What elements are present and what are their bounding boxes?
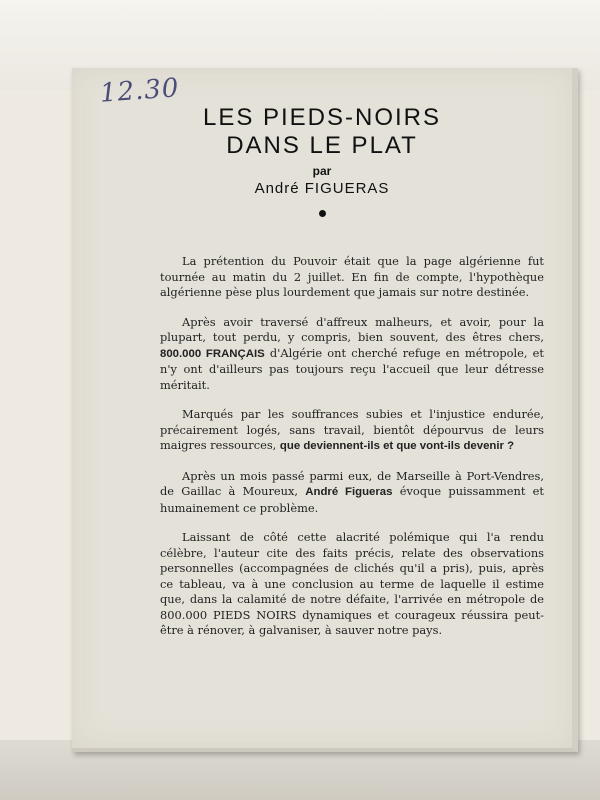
handwritten-price: 12.30 — [99, 73, 181, 109]
title-line-1: LES PIEDS-NOIRS — [202, 104, 442, 131]
author-name: André FIGUERAS — [254, 180, 390, 197]
emphasis-author: André Figueras — [305, 486, 393, 498]
emphasis-question: que deviennent-ils et que vont-ils devenir ? — [279, 440, 515, 452]
paragraph-5: Laissant de côté cette alacrité polémique qui l'a rendu célèbre, l'auteur cite des faits précis, relate des observations personnelles (accompagnées de clichés qu'il a pris), puis, après ce tableau, va à une conclusion au terme de laquelle il estime que, dans la calamité de notre défaite, l'arrivée en métropole de 800.000 PIEDS NOIRS dynamiques et courageux réussira peut-être à rénover, à galvaniser, à sauver notre pays. — [160, 530, 544, 637]
book-back-cover — [72, 68, 578, 752]
bullet-dot — [319, 210, 326, 217]
title-line-2: DANS LE PLAT — [226, 132, 418, 159]
paragraph-3: Marqués par les souffrances subies et l'injustice endurée, précairement logés, sans travail, bientôt dépourvus de leurs maigres ressources, que deviennent-ils et que vont-ils devenir ? — [160, 407, 544, 452]
paragraph-2: Après avoir traversé d'affreux malheurs, et avoir, pour la plupart, tout perdu, y compris, bien souvent, des êtres chers, 800.000 FRANÇAIS d'Algérie ont cherché refuge en métropole, et n'y ont d'ailleurs pas toujours reçu l'accueil que leur détresse méritait. — [160, 314, 544, 392]
emphasis-count: 800.000 FRANÇAIS — [160, 347, 265, 360]
blurb-text — [160, 254, 544, 653]
paragraph-4: Après un mois passé parmi eux, de Marseille à Port-Vendres, de Gaillac à Moureux, André Figueras évoque puissamment et humainement ce problème. — [160, 468, 544, 515]
paragraph-1: La prétention du Pouvoir était que la page algérienne fut tournée au matin du 2 juillet. En fin de compte, l'hypothèque algérienne pèse plus lourdement que jamais sur notre destinée. — [160, 254, 544, 299]
byline-par: par — [312, 164, 332, 178]
